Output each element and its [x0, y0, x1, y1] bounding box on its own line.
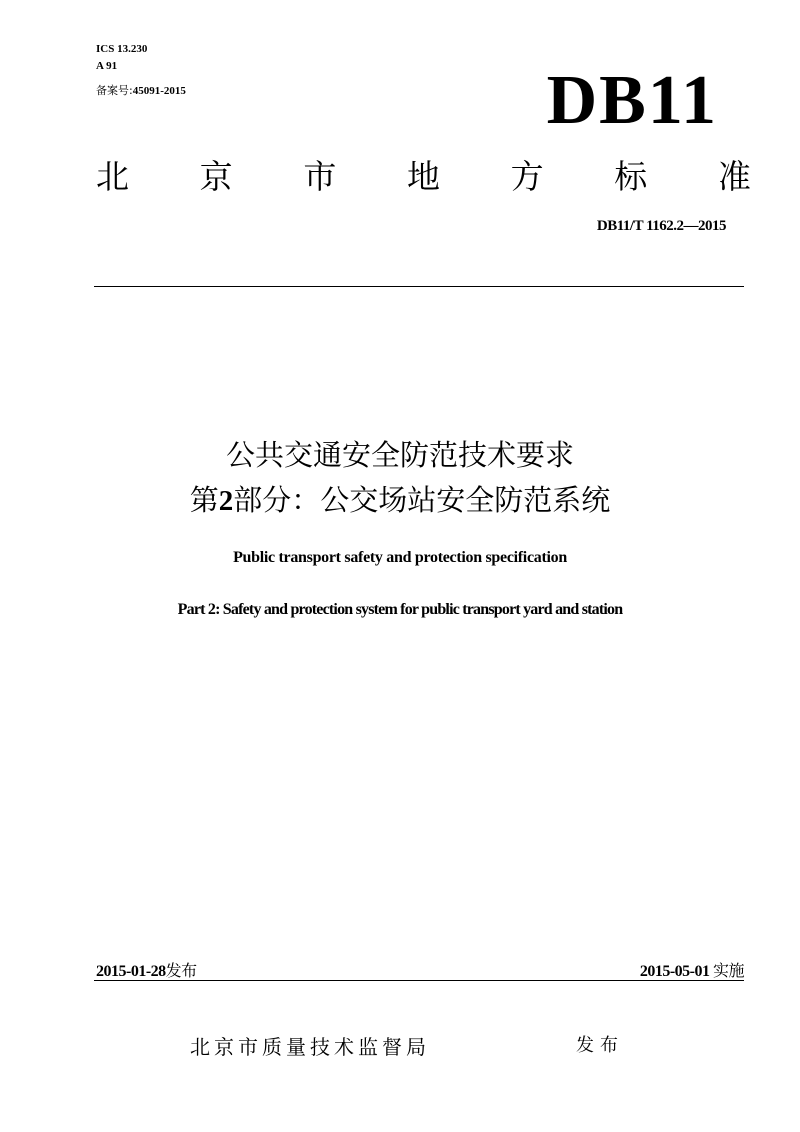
standard-type-char: 京 [199, 157, 233, 196]
standard-type-char: 准 [717, 157, 751, 196]
standard-type-char: 标 [614, 157, 648, 196]
implement-label: 实施 [712, 961, 744, 980]
record-label: 备案号: [96, 84, 133, 97]
title-part-rest: 部分：公交场站安全防范系统 [233, 483, 611, 517]
publish-label: 发布 [165, 961, 197, 980]
standard-type-char: 北 [96, 157, 129, 196]
chinese-title-line-2 [0, 480, 800, 521]
bottom-divider [94, 980, 744, 981]
chinese-title-line-1: 公共交通安全防范技术要求 [225, 438, 574, 472]
class-code: A 91 [96, 60, 118, 72]
record-value: 45091-2015 [132, 85, 186, 97]
english-title-line-1: Public transport safety and protection specification [233, 549, 567, 566]
standard-number: DB11/T 1162.2—2015 [596, 218, 726, 234]
standard-type-char: 方 [510, 157, 544, 196]
implement-date-value: 2015-05-01 [639, 963, 710, 980]
standard-type-title [96, 157, 751, 197]
top-divider [94, 286, 744, 287]
ics-code: ICS 13.230 [96, 43, 148, 55]
english-title-line-2: Part 2: Safety and protection system for public transport yard and station [177, 601, 623, 618]
standard-type-char: 地 [406, 157, 440, 196]
publish-date-value: 2015-01-28 [96, 963, 166, 980]
standard-type-char: 市 [303, 157, 337, 196]
db11-logo: DB11 [546, 62, 718, 139]
issuing-authority: 北京市质量技术监督局 [190, 1035, 430, 1059]
title-part-prefix: 第 [189, 483, 219, 517]
issue-label: 发布 [576, 1035, 624, 1056]
record-number [96, 83, 186, 99]
title-part-number: 2 [218, 485, 234, 517]
